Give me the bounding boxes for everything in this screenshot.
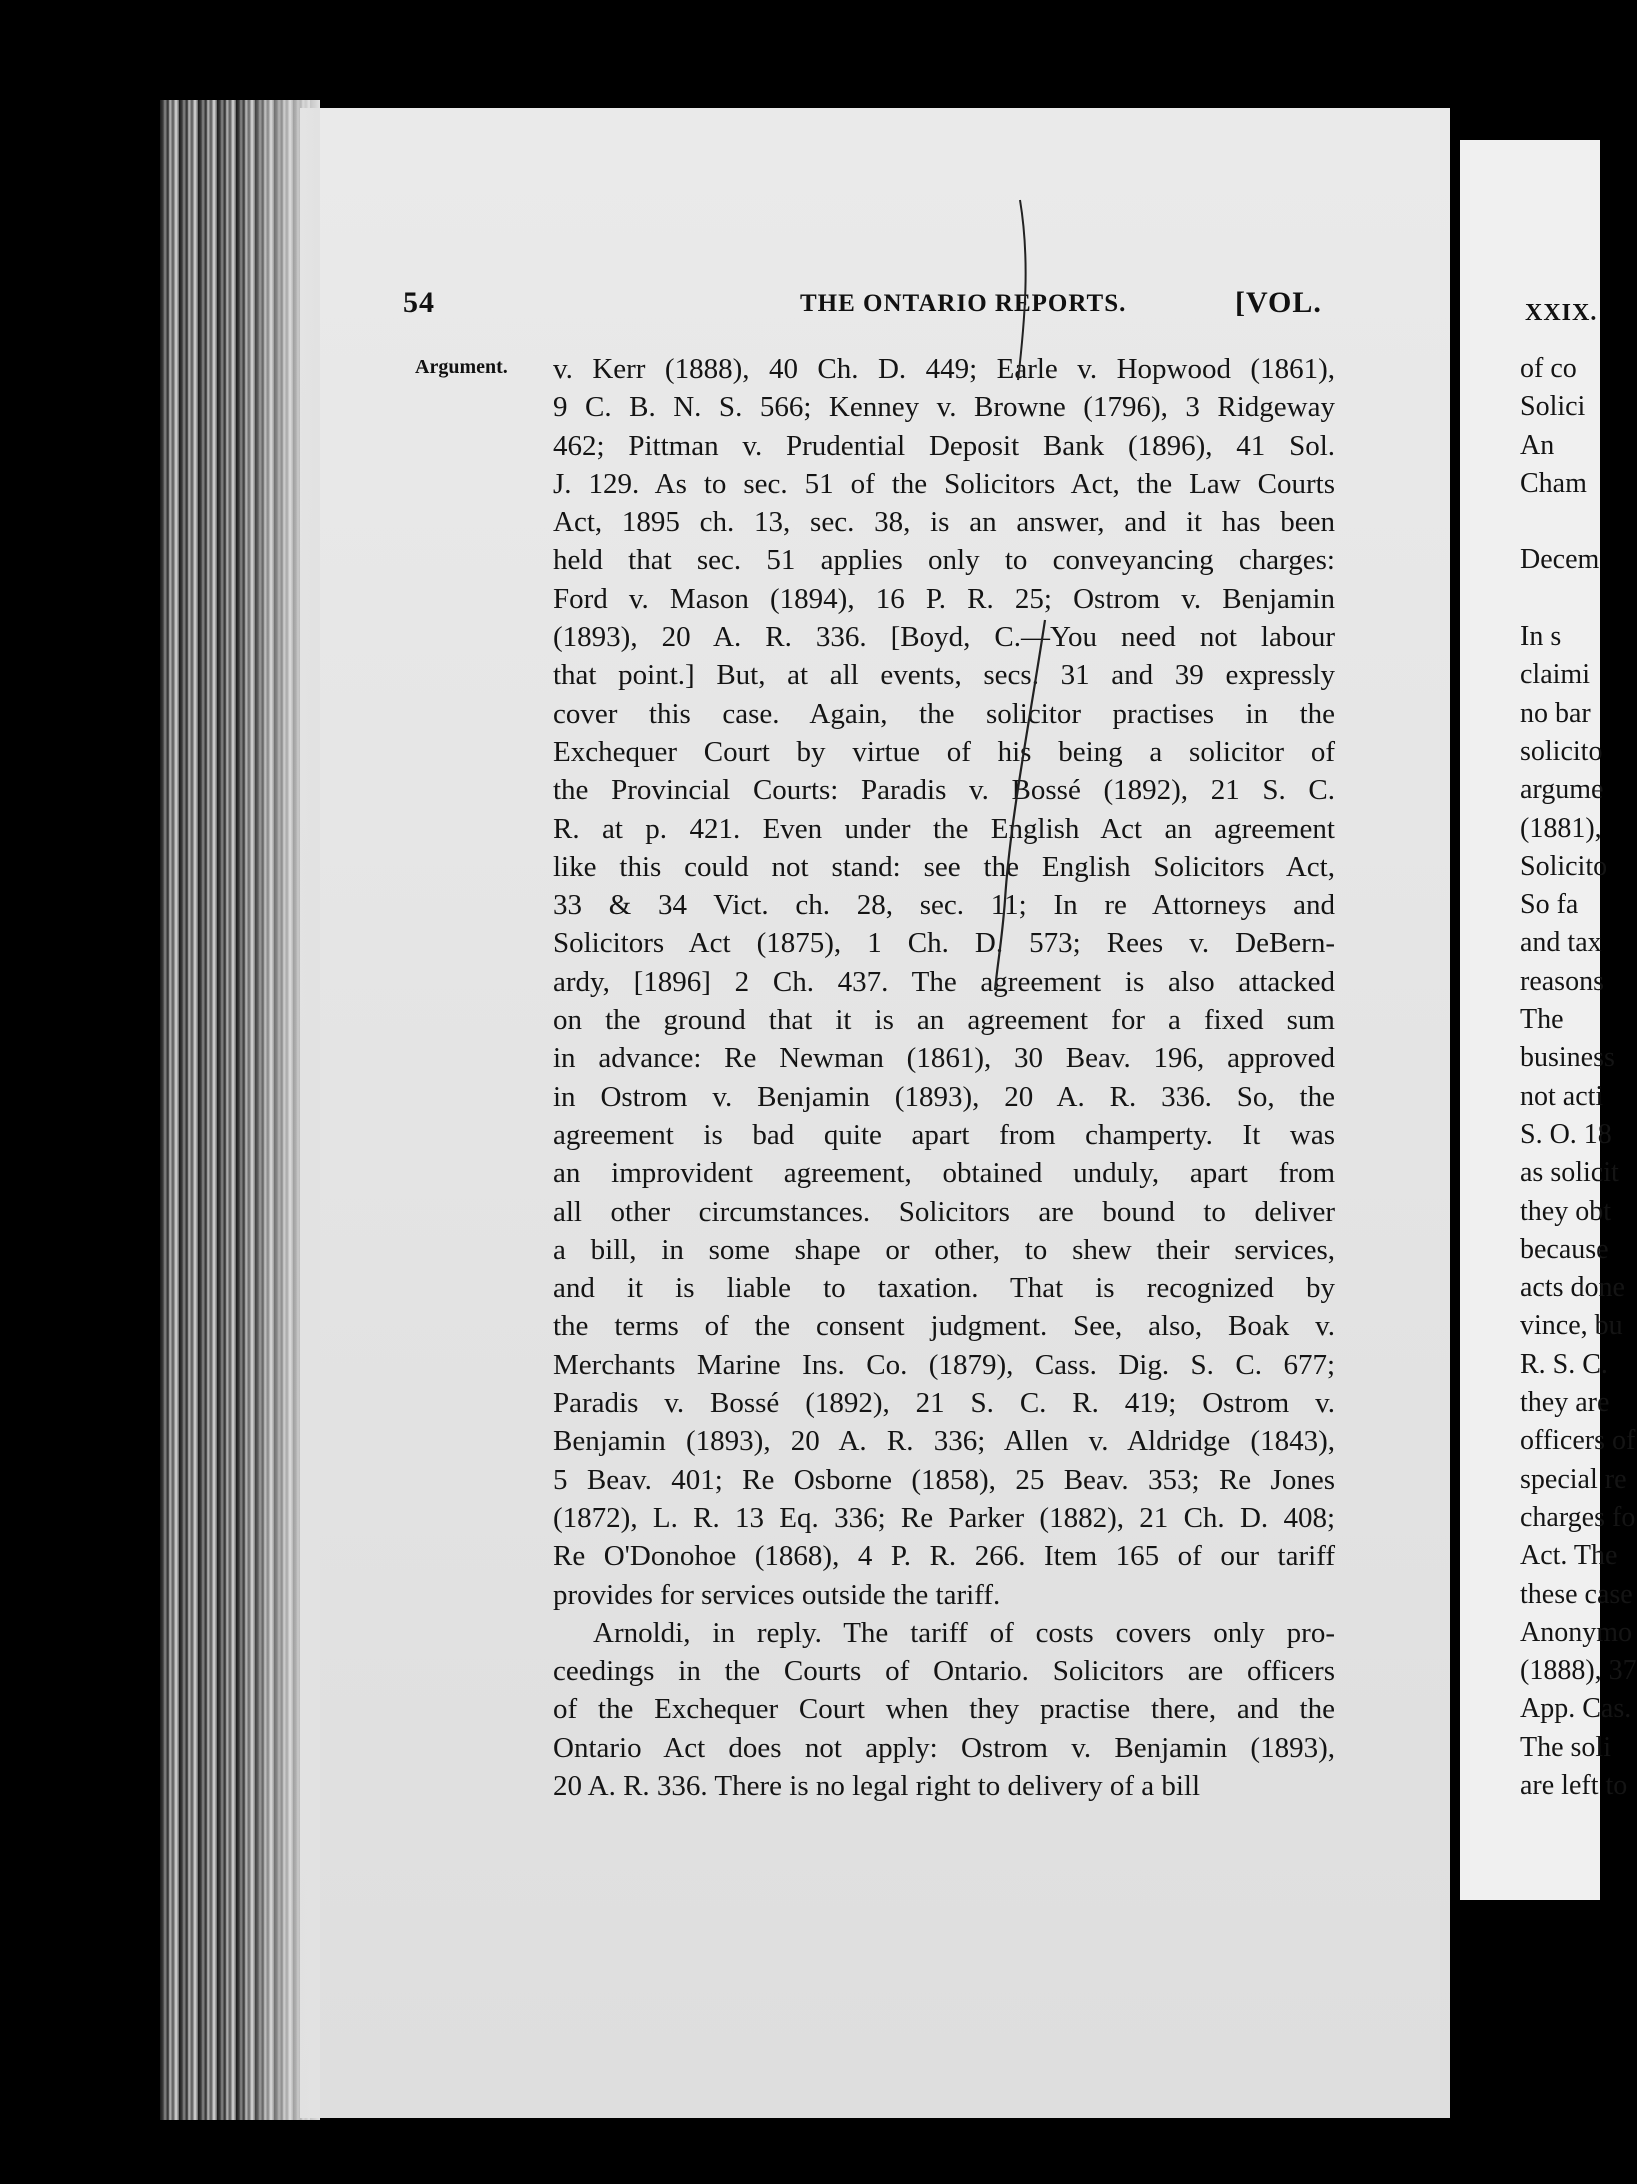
facing-text-line: Solici: [1520, 391, 1586, 423]
text-line: 20 A. R. 336. There is no legal right to delivery of a bill: [553, 1769, 1201, 1802]
text-line: J. 129. As to sec. 51 of the Solicitors Act, the Law Courts: [553, 467, 1335, 500]
text-line: 33 & 34 Vict. ch. 28, sec. 11; In re Attorneys and: [553, 889, 1335, 922]
text-line: Arnoldi, in reply. The tariff of costs covers only pro-: [593, 1616, 1335, 1649]
text-line: ceedings in the Courts of Ontario. Solicitors are officers: [553, 1655, 1335, 1688]
text-line: (1872), L. R. 13 Eq. 336; Re Parker (1882), 21 Ch. D. 408;: [553, 1501, 1335, 1534]
text-line: agreement is bad quite apart from champerty. It was: [553, 1118, 1335, 1151]
facing-text-line: Cham: [1520, 467, 1587, 499]
text-line: Re O'Donohoe (1868), 4 P. R. 266. Item 165 of our tariff: [553, 1540, 1335, 1573]
text-line: cover this case. Again, the solicitor practises in the: [553, 697, 1335, 730]
text-line: and it is liable to taxation. That is recognized by: [553, 1272, 1335, 1305]
running-title: THE ONTARIO REPORTS.: [800, 290, 1127, 317]
facing-text-line: as solicit: [1520, 1157, 1619, 1189]
facing-text-line: S. O. 18: [1520, 1118, 1612, 1150]
facing-text-line: Decem: [1520, 544, 1600, 576]
facing-text-line: (1888), 37: [1520, 1655, 1637, 1687]
facing-text-line: reasons: [1520, 965, 1604, 997]
facing-text-line: [1520, 503, 1600, 541]
text-line: like this could not stand: see the English Solicitors Act,: [553, 850, 1335, 883]
text-line: 5 Beav. 401; Re Osborne (1858), 25 Beav. 353; Re Jones: [553, 1463, 1335, 1496]
facing-text-line: The: [1520, 1004, 1564, 1036]
facing-text-line: Anonymo: [1520, 1616, 1632, 1648]
text-line: Act, 1895 ch. 13, sec. 38, is an answer, and it has been: [553, 506, 1335, 539]
text-line: R. at p. 421. Even under the English Act an agreement: [553, 812, 1335, 845]
text-line: all other circumstances. Solicitors are bound to deliver: [553, 1195, 1335, 1228]
facing-text-line: of co: [1520, 353, 1577, 384]
facing-text-line: they are: [1520, 1387, 1610, 1419]
text-line: Benjamin (1893), 20 A. R. 336; Allen v. Aldridge (1843),: [553, 1425, 1335, 1458]
gutter-shadow: [240, 100, 320, 2120]
facing-text-line: (1881),: [1520, 812, 1602, 844]
pen-mark: [950, 200, 1090, 1200]
facing-text-line: An: [1520, 429, 1555, 461]
facing-text-line: officers of: [1520, 1425, 1636, 1457]
text-line: 462; Pittman v. Prudential Deposit Bank (1896), 41 Sol.: [553, 429, 1335, 462]
text-line: (1893), 20 A. R. 336. [Boyd, C.—You need not labour: [553, 621, 1335, 654]
facing-text-line: special re: [1520, 1463, 1627, 1495]
facing-text-line: claimi: [1520, 659, 1590, 691]
facing-text-line: no bar: [1520, 697, 1591, 729]
text-line: an improvident agreement, obtained unduly, apart from: [553, 1157, 1335, 1190]
facing-text-line: because: [1520, 1233, 1609, 1265]
facing-text-line: App. Cas.: [1520, 1693, 1632, 1725]
text-line: Ford v. Mason (1894), 16 P. R. 25; Ostrom v. Benjamin: [553, 582, 1335, 615]
text-line: the Provincial Courts: Paradis v. Bossé (1892), 21 S. C.: [553, 774, 1335, 807]
text-line: 9 C. B. N. S. 566; Kenney v. Browne (1796), 3 Ridgeway: [553, 391, 1335, 424]
text-line: a bill, in some shape or other, to shew their services,: [553, 1233, 1335, 1266]
volume-mark: [VOL.: [1235, 286, 1322, 319]
facing-text-line: vince, bu: [1520, 1310, 1623, 1342]
text-line: Solicitors Act (1875), 1 Ch. D. 573; Rees v. DeBern-: [553, 927, 1335, 960]
facing-text-line: they obt: [1520, 1195, 1611, 1227]
page-number: 54: [403, 286, 435, 319]
facing-text-line: Solicito: [1520, 850, 1608, 882]
text-line: Ontario Act does not apply: Ostrom v. Benjamin (1893),: [553, 1731, 1335, 1764]
text-line: Exchequer Court by virtue of his being a solicitor of: [553, 735, 1335, 768]
text-line: Merchants Marine Ins. Co. (1879), Cass. Dig. S. C. 677;: [553, 1348, 1335, 1381]
facing-text-line: charges fo: [1520, 1501, 1636, 1533]
facing-text-line: The soli: [1520, 1731, 1611, 1763]
text-line: held that sec. 51 applies only to conveyancing charges:: [553, 544, 1335, 577]
facing-text-line: R. S. C.: [1520, 1348, 1608, 1380]
facing-text-line: are left to: [1520, 1769, 1628, 1801]
facing-text-line: argume: [1520, 774, 1604, 806]
facing-text-line: [1520, 580, 1600, 618]
facing-text-line: acts done: [1520, 1272, 1625, 1304]
text-line: on the ground that it is an agreement for a fixed sum: [553, 1004, 1335, 1037]
facing-text-line: solicito: [1520, 735, 1603, 767]
facing-text-line: business: [1520, 1042, 1615, 1074]
text-line: provides for services outside the tariff.: [553, 1578, 1001, 1611]
text-line: that point.] But, at all events, secs. 31 and 39 expressly: [553, 659, 1335, 692]
text-line: in advance: Re Newman (1861), 30 Beav. 196, approved: [553, 1042, 1335, 1075]
text-line: v. Kerr (1888), 40 Ch. D. 449; Earle v. Hopwood (1861),: [553, 353, 1335, 385]
facing-page-text: [1520, 350, 1637, 1805]
facing-text-line: Act. The: [1520, 1540, 1618, 1572]
text-line: of the Exchequer Court when they practise there, and the: [553, 1693, 1335, 1726]
facing-text-line: So fa: [1520, 889, 1579, 921]
facing-text-line: these case: [1520, 1578, 1633, 1610]
text-line: in Ostrom v. Benjamin (1893), 20 A. R. 336. So, the: [553, 1080, 1335, 1113]
text-line: Paradis v. Bossé (1892), 21 S. C. R. 419; Ostrom v.: [553, 1387, 1335, 1420]
body-text: [553, 350, 1335, 1805]
text-line: ardy, [1896] 2 Ch. 437. The agreement is also attacked: [553, 965, 1335, 998]
facing-text-line: and tax: [1520, 927, 1602, 959]
text-line: the terms of the consent judgment. See, also, Boak v.: [553, 1310, 1335, 1343]
facing-text-line: not acti: [1520, 1080, 1604, 1112]
facing-page-header: XXIX.: [1525, 300, 1598, 326]
side-note: Argument.: [415, 356, 508, 378]
facing-text-line: In s: [1520, 621, 1562, 653]
